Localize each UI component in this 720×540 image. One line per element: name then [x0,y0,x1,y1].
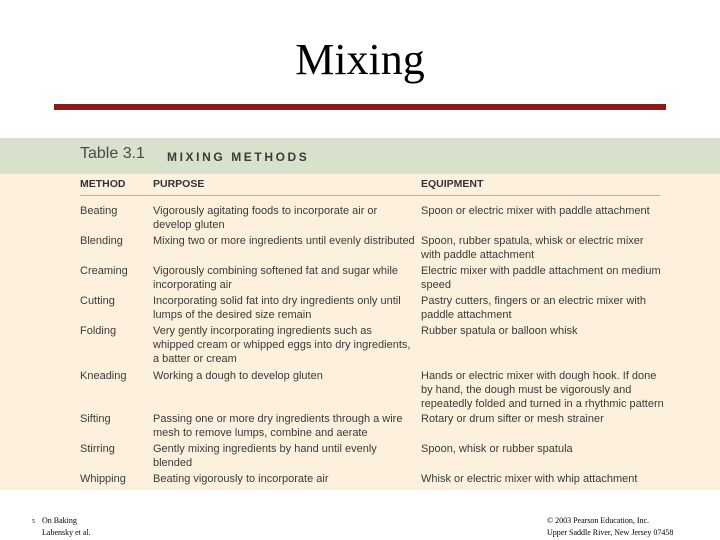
method-cell: Stirring [80,443,115,455]
purpose-cell: Very gently incorporating ingredients such as whipped cream or whipped eggs into dry ingredients, a batter or cream [153,325,411,365]
equipment-cell: Pastry cutters, fingers or an electric mixer with paddle attachment [421,295,646,321]
footer-copyright [547,515,673,539]
method-cell: Creaming [80,265,128,277]
header-rule [80,195,660,196]
slide-title: Mixing [295,35,425,84]
column-header-purpose: PURPOSE [153,178,205,190]
method-cell: Folding [80,325,117,337]
purpose-cell: Gently mixing ingredients by hand until evenly blended [153,443,377,469]
purpose-cell: Beating vigorously to incorporate air [153,473,329,485]
page-number: 5 [32,519,35,525]
method-cell: Kneading [80,370,127,382]
equipment-cell: Hands or electric mixer with dough hook. If done by hand, the dough must be vigorously and repeatedly folded and turned in a rhythmic pattern [421,370,664,410]
method-cell: Whipping [80,473,126,485]
footer-source [42,515,91,539]
mixing-methods-table [0,138,720,490]
footer-book-title: On Baking [42,516,77,525]
purpose-cell: Vigorously agitating foods to incorporate air or develop gluten [153,205,378,231]
purpose-cell: Vigorously combining softened fat and sugar while incorporating air [153,265,399,291]
method-cell: Cutting [80,295,115,307]
equipment-cell: Electric mixer with paddle attachment on medium speed [421,265,661,291]
equipment-cell: Spoon, rubber spatula, whisk or electric mixer with paddle attachment [421,235,644,261]
footer-address-line: Upper Saddle River, New Jersey 07458 [547,528,674,537]
table-number: Table 3.1 [80,145,145,162]
method-cell: Sifting [80,413,111,425]
table-header-band [0,138,720,174]
equipment-cell: Rotary or drum sifter or mesh strainer [421,413,604,425]
equipment-cell: Rubber spatula or balloon whisk [421,325,578,337]
title-rule [54,104,666,110]
equipment-cell: Spoon, whisk or rubber spatula [421,443,573,455]
column-header-method: METHOD [80,178,126,190]
column-header-equipment: EQUIPMENT [421,178,484,190]
table-caption: MIXING METHODS [167,150,310,164]
purpose-cell: Mixing two or more ingredients until evenly distributed [153,235,415,247]
footer-copyright-line: © 2003 Pearson Education, Inc. [547,516,650,525]
footer-authors: Labensky et al. [42,528,91,537]
purpose-cell: Working a dough to develop gluten [153,370,323,382]
equipment-cell: Spoon or electric mixer with paddle attachment [421,205,650,217]
method-cell: Beating [80,205,118,217]
purpose-cell: Passing one or more dry ingredients through a wire mesh to remove lumps, combine and aerate [153,413,403,439]
method-cell: Blending [80,235,123,247]
equipment-cell: Whisk or electric mixer with whip attachment [421,473,638,485]
purpose-cell: Incorporating solid fat into dry ingredients only until lumps of the desired size remain [153,295,401,321]
